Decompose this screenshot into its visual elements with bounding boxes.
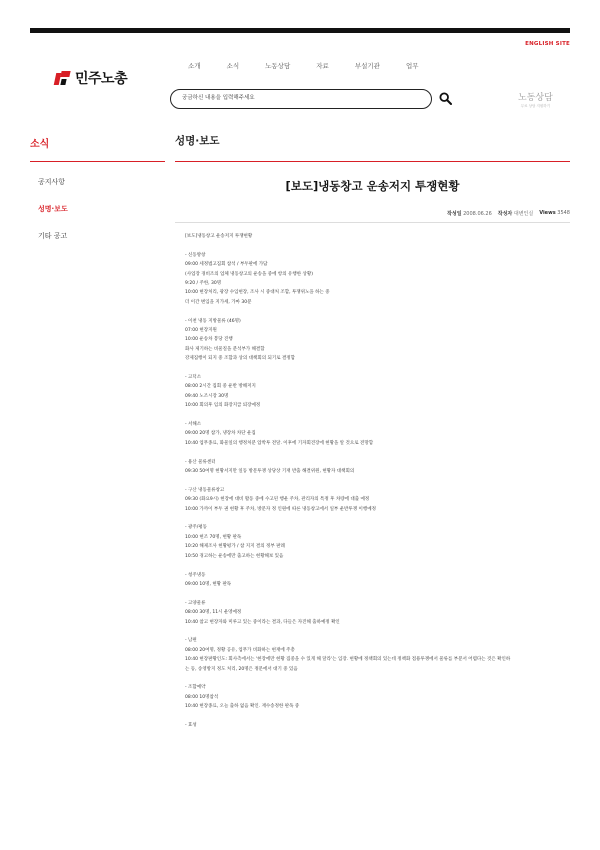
body-line: 9:20 / 주한, 30명 xyxy=(185,281,222,287)
body-line: - 고양물류 xyxy=(185,600,206,606)
body-line: 09:00 10명, 현황 판독 xyxy=(185,581,232,587)
body-line: - 효성 xyxy=(185,722,197,728)
body-spacer xyxy=(185,627,565,636)
body-line: 화사 제기하는 비물질을 분석부가 해결함 xyxy=(185,346,265,352)
body-line: 10:00 현조 70명, 현황 판독 xyxy=(185,534,242,540)
body-spacer xyxy=(185,712,565,721)
body-line: 10:40 참고 현장자와 미루고 있는 중이라는 결과, 다들은 자진해 출하예정 확인 xyxy=(185,619,340,625)
top-bar xyxy=(30,28,570,33)
sidebar-item-notice[interactable]: 공지사항 xyxy=(38,178,66,186)
search-box xyxy=(170,89,432,109)
body-line: 09:00 세정법고집회 참석 / 부두판에 가담 xyxy=(185,262,268,268)
body-line: 10:00 운송차 봉당 진행 xyxy=(185,337,233,343)
body-line: 07:00 현장지원 xyxy=(185,328,217,334)
body-line: 09:00 20명 참가, 냉장차 차단 운집 xyxy=(185,431,256,437)
post-title: [보도]냉동창고 운송저지 투쟁현황 xyxy=(285,179,460,193)
body-line: 08:00 20여명, 정황 공유, 업무가 비화하는 현재에 주총 xyxy=(185,647,295,653)
body-line: - 용산 물류센터 xyxy=(185,459,216,465)
body-spacer xyxy=(185,514,565,523)
nav-item-affiliates[interactable]: 부설기관 xyxy=(354,62,380,70)
consult-link[interactable] xyxy=(518,90,553,109)
sidebar-divider xyxy=(30,161,165,162)
consult-subtitle: 무료 상담 지원하기 xyxy=(520,104,551,108)
body-spacer xyxy=(185,241,565,250)
nav-item-consult[interactable]: 노동상담 xyxy=(265,62,291,70)
body-spacer xyxy=(185,448,565,457)
title-divider xyxy=(175,161,570,162)
date-label: 작성일 xyxy=(447,211,462,217)
body-line: - 구산 냉동물류창고 xyxy=(185,487,225,493)
logo[interactable] xyxy=(55,68,127,88)
search-icon[interactable] xyxy=(439,92,452,105)
nav-item-about[interactable]: 소개 xyxy=(188,62,201,70)
body-line: 08:00 10명참석 xyxy=(185,694,219,700)
post-date: 2008.06.26 xyxy=(463,211,492,217)
body-spacer xyxy=(185,364,565,373)
body-line: 10:00 회의후 임의 화장지급 퇴장예정 xyxy=(185,403,261,409)
nav-item-resources[interactable]: 자료 xyxy=(316,62,329,70)
nav-item-work[interactable]: 업무 xyxy=(405,62,419,70)
body-line: 10:00 현장처리, 광장 수입현장, 조사 시 중대처 조합, 투쟁위노을 하는 중 xyxy=(185,290,330,296)
body-line: - 광주/평동 xyxy=(185,525,207,531)
body-line: 는 등, 송영방지 정도 처리, 20명은 정문에서 대기 중 있음 xyxy=(185,666,298,672)
body-line: 10:40 현장종료, 오늘 출하 없음 확인. 재수송정한 판독 중 xyxy=(185,704,300,710)
post-meta xyxy=(447,210,570,217)
english-site-link[interactable]: ENGLISH SITE xyxy=(525,41,570,47)
logo-text: 민주노총 xyxy=(75,71,128,87)
body-line: - 남편 xyxy=(185,638,197,644)
body-line: 더 이간 변입을 지가세, 가마 30분 xyxy=(185,299,252,305)
body-line: [보도]냉동창고 운송저지 투쟁현황 xyxy=(185,234,253,239)
body-line: 10:50 경고하는 운송에만 출고하는 현황해보 있음 xyxy=(185,553,284,559)
body-spacer xyxy=(185,589,565,598)
body-line: 09:30 (화요9시) 현장에 대비 활동 중에 수고된 행운 주차, 관리자의 특정 후 차량에 대출 예정 xyxy=(185,497,370,503)
body-line: 09:40 노조시장 30명 xyxy=(185,393,229,399)
author-label: 작성자 xyxy=(497,211,513,217)
meta-divider xyxy=(175,222,570,223)
page-title: 성명·보도 xyxy=(175,135,220,147)
logo-mark-icon xyxy=(55,71,71,85)
body-line: 10:20 해제조사 현황평가 / 참 지지 결의 정부 판례 xyxy=(185,544,285,550)
views-label: Views xyxy=(539,210,556,216)
body-line: - 청주냉동 xyxy=(185,572,206,578)
body-spacer xyxy=(185,307,565,316)
consult-title: 노동상담 xyxy=(518,93,553,103)
body-line: 강제집행이 되지 중 조합과 상의 대책회의 되기로 결정함 xyxy=(185,356,295,362)
post-views: 3548 xyxy=(557,210,570,216)
body-line: - 이천 냉동 지방물류 (46명) xyxy=(185,318,241,324)
sidebar-item-other[interactable]: 기타 공고 xyxy=(38,232,68,240)
post-author: 대변인실 xyxy=(513,211,534,217)
body-line: 08:00 2시간 집회 중 운반 방해저지 xyxy=(185,384,256,390)
body-line: - 신동방창 xyxy=(185,252,206,258)
body-spacer xyxy=(185,674,565,683)
body-line: 10:00 가까이 부두 권 현황 후 주차, 방문자 정 인원에 따른 냉동창고에서 일부 운반투쟁 이행예정 xyxy=(185,506,376,512)
sidebar-item-statements[interactable]: 성명·보도 xyxy=(38,205,68,213)
sidebar-title: 소식 xyxy=(30,139,50,150)
body-line: - 고덕소 xyxy=(185,375,202,381)
main-nav xyxy=(188,61,445,70)
body-line: 10:40 현장판황인도: 회사측에서는 '현장에만 현황 집중을 수 있게 해 달라'는 입장. 현황에 정책회의 있는데 정책화 점용투쟁에서 물류를 부분서 어렵다는 것은 확인하 xyxy=(185,657,511,663)
body-line: - 조합예약 xyxy=(185,685,206,691)
body-line: (사업장 경비조의 업체 냉동창고의 운송을 중에 항의 유행한 상황) xyxy=(185,271,313,277)
sidebar-menu xyxy=(38,177,68,258)
body-spacer xyxy=(185,476,565,485)
search-input[interactable] xyxy=(180,94,424,102)
body-spacer xyxy=(185,561,565,570)
body-line: 09:30 50여명 현황서지만 일동 방문투쟁 상당상 기재 반출 해결위원, 현황자 대책회의 xyxy=(185,469,355,475)
body-spacer xyxy=(185,411,565,420)
post-body xyxy=(185,232,565,730)
body-line: 08:00 30명, 11시 운영예정 xyxy=(185,610,242,616)
body-line: - 서해소 xyxy=(185,422,202,428)
nav-item-news[interactable]: 소식 xyxy=(226,62,240,70)
body-line: 10:40 업무종료, 화물일의 행정처분 압박투 전달. 이후에 기자회견장에 현황을 알 것으로 전망함 xyxy=(185,440,374,446)
